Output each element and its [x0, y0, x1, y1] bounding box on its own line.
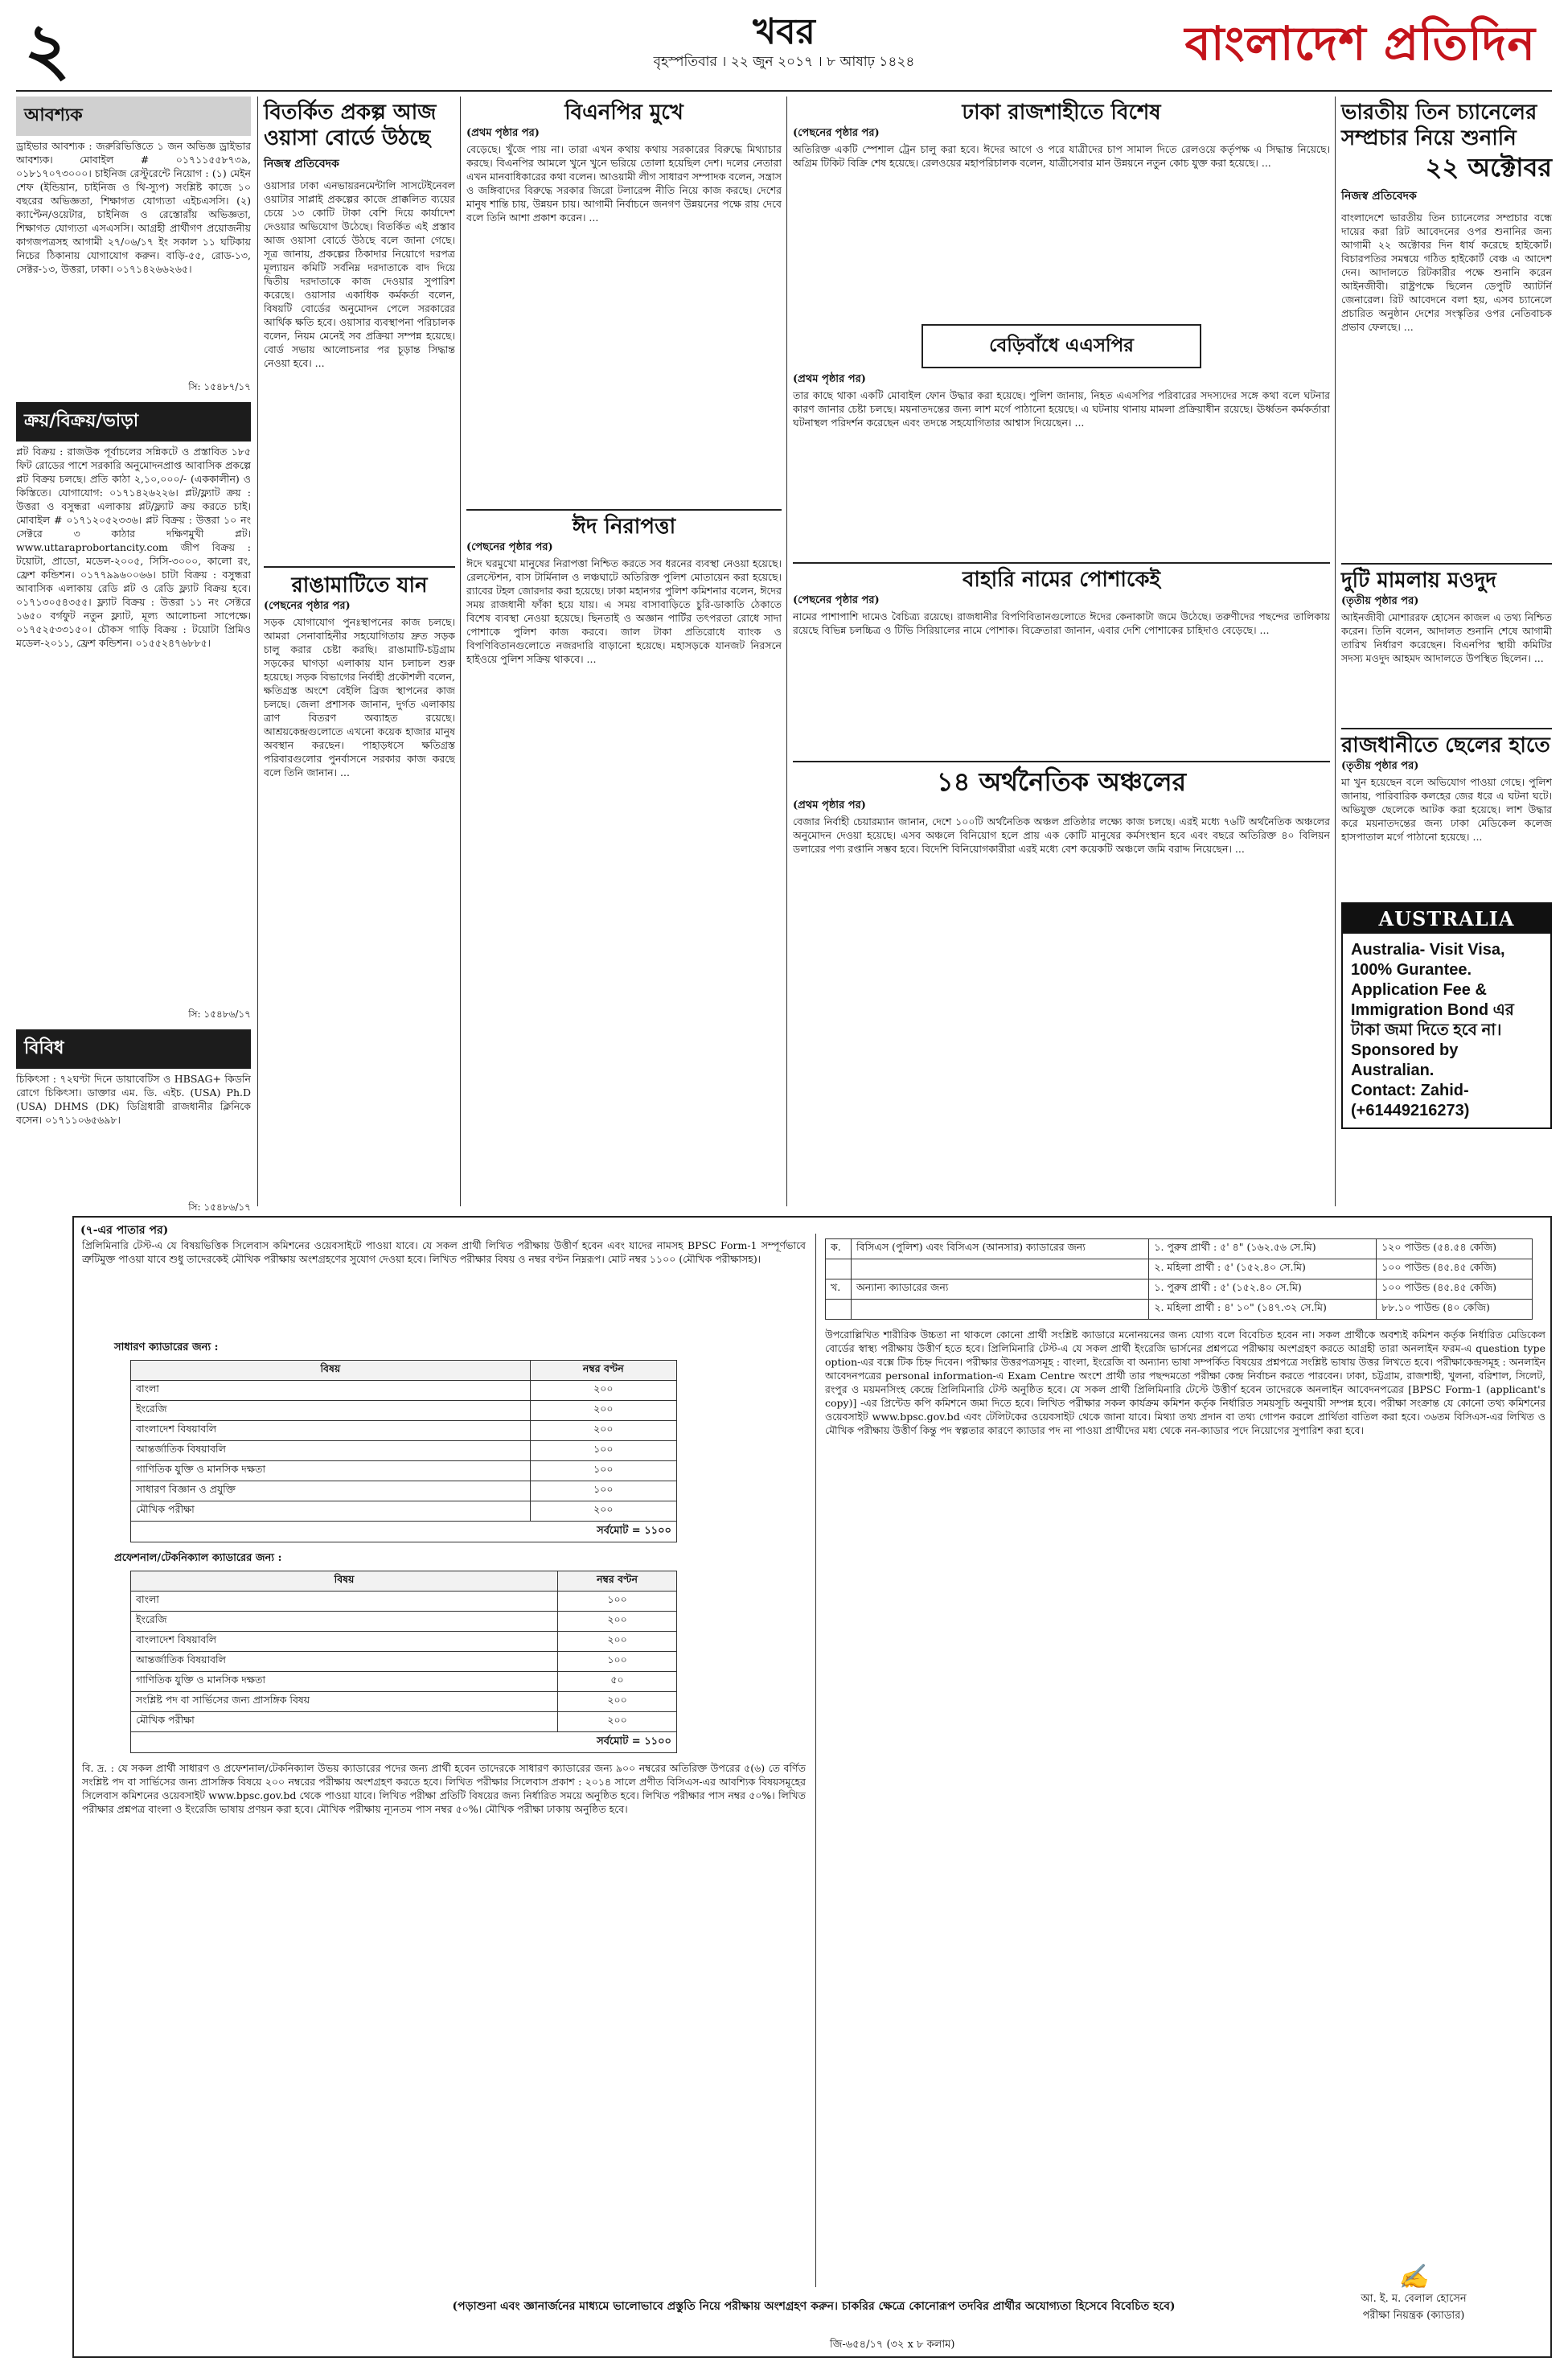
table-cell: বিসিএস (পুলিশ) এবং বিসিএস (আনসার) ক্যাডারের জন্য [851, 1239, 1148, 1259]
table-cell: ২০০ [530, 1501, 676, 1522]
article-body-bnp: বেড়েছে। খুঁজে পায় না। তারা এখন কথায় কথায় সরকারের বিরুদ্ধে মিথ্যাচার করছে। বিএনপির আমলে খুনে খুনে ভরিয়ে তোলা হয়েছিল দেশ। দলের নেতারা এখন মানবাধিকারের কথা বলেন। আওয়ামী লীগ সাধারণ সম্পাদক বলেন, সন্ত্রাস ও জঙ্গিবাদের বিরুদ্ধে সরকার জিরো টলারেন্স নীতি নিয়ে কাজ করছে। দেশের মানুষ শান্তি চায়, উন্নয়ন চায়। আগামী নির্বাচনে জনগণ উন্নয়নের পক্ষে রায় দেবে বলে তিনি আশা প্রকাশ করেন। ... [466, 143, 782, 224]
signature-name: আ. ই. ম. বেলাল হোসেন [1361, 2293, 1467, 2305]
table-cell: ২০০ [530, 1381, 676, 1401]
height-weight-table [825, 1238, 1533, 1320]
table-cell: ইংরেজি [131, 1401, 531, 1421]
table-row [826, 1259, 1533, 1279]
headline-rajdhani: রাজধানীতে ছেলের হাতে [1341, 728, 1552, 758]
ad-contact: Contact: Zahid-(+61449216273) [1351, 1082, 1470, 1119]
table-cell: ২. মহিলা প্রার্থী : ৫' (১৫২.৪০ সে.মি) [1149, 1259, 1377, 1279]
headline-highlight-date: ২২ অক্টোবর [1425, 152, 1552, 183]
table-row [131, 1632, 677, 1652]
ad-title: AUSTRALIA [1343, 904, 1550, 934]
table-cell: মৌখিক পরীক্ষা [131, 1712, 558, 1732]
table-header: বিষয় [131, 1571, 558, 1592]
table-cell: ২০০ [558, 1632, 677, 1652]
table-cell: বাংলাদেশ বিষয়াবলি [131, 1632, 558, 1652]
table-cell: ২. মহিলা প্রার্থী : ৪' ১০" (১৪৭.৩২ সে.মি) [1149, 1300, 1377, 1320]
table-total: সর্বমোট = ১১০০ [130, 1732, 677, 1753]
article-body-eid: ঈদে ঘরমুখো মানুষের নিরাপত্তা নিশ্চিত করতে সব ধরনের ব্যবস্থা নেওয়া হয়েছে। রেলস্টেশন, বাস টার্মিনাল ও লঞ্চঘাটে অতিরিক্ত পুলিশ মোতায়েন করা হয়েছে। র‍্যাবের টহল জোরদার করা হয়েছে। ঢাকা মহানগর পুলিশ কমিশনার বলেন, ঈদের সময় রাজধানী ফাঁকা হয়ে যায়। এ সময় বাসাবাড়িতে চুরি-ডাকাতি ঠেকাতে বিশেষ ব্যবস্থা নেওয়া হয়েছে। ছিনতাই ও অজ্ঞান পার্টির তৎপরতা রোধে সাদা পোশাকে পুলিশ কাজ করবে। জাল টাকা প্রতিরোধে ব্যাংক ও বিপণিবিতানগুলোতে নজরদারি বাড়ানো হয়েছে। মহাসড়কে যানজট নিরসনে হাইওয়ে পুলিশ সক্রিয় থাকবে। ... [466, 557, 782, 665]
table-cell [826, 1300, 852, 1320]
table-row [131, 1672, 677, 1692]
table-cell: আন্তর্জাতিক বিষয়াবলি [131, 1652, 558, 1672]
jump-line: (পেছনের পৃষ্ঠার পর) [793, 594, 880, 606]
headline-bahari: বাহারি নামের পোশাকেই [793, 562, 1330, 593]
table-row [131, 1381, 677, 1401]
column-rule [460, 97, 461, 1206]
table-total: সর্বমোট = ১১০০ [130, 1522, 677, 1542]
classified-text-aboshok: ড্রাইভার আবশ্যক : জরুরিভিত্তিতে ১ জন অভিজ্ঞ ড্রাইভার আবশ্যক। মোবাইল # ০১৭১১৫৫৮৭৩৯, ০১৮১৭০৭৩০০০। চাইনিজ রেস্টুরেন্টে নিয়োগ : (১) মেইন শেফ (ইন্ডিয়ান, চাইনিজ ও থি-স্যুপ) সংশ্লিষ্ট কাজে ১০ বছরের অভিজ্ঞতা, শিক্ষাগত যোগ্যতা এইচএসসি। (২) ক্যাপ্টেন/ওয়েটার, চাইনিজ ও রেস্তোরাঁয় অভিজ্ঞতা, শিক্ষাগত যোগ্যতা এসএসসি। আগ্রহী প্রার্থীগণ প্রয়োজনীয় কাগজপত্রসহ আগামী ২৭/০৬/১৭ ইং সকাল ১১ ঘটিকায় নিচের ঠিকানায় যোগাযোগ করুন। বাড়ি-৫৫, রোড-১৩, সেক্টর-১৩, উত্তরা, ঢাকা। ০১৭১৪২৬৬২৬৫। [16, 140, 251, 275]
header-rule [16, 90, 1552, 92]
classified-ref: সি: ১৫৪৮৬/১৭ [188, 1201, 251, 1213]
table-cell: বাংলা [131, 1381, 531, 1401]
jump-line: (তৃতীয় পৃষ্ঠার পর) [1341, 595, 1419, 607]
table-cell: মৌখিক পরীক্ষা [131, 1501, 531, 1522]
table-row [131, 1401, 677, 1421]
ad-line: Australia- Visit Visa, 100% Gurantee. [1351, 941, 1505, 979]
bpsc-left [82, 1238, 806, 2284]
table-row [131, 1712, 677, 1732]
article-body-mamla: আইনজীবী মোশাররফ হোসেন কাজল এ তথ্য নিশ্চিত করেন। তিনি বলেন, আদালত শুনানি শেষে আগামী তারিখ নির্ধারণ করেছেন। বিএনপির স্থায়ী কমিটির সদস্য মওদুদ আহমদ আদালতে উপস্থিত ছিলেন। ... [1341, 611, 1552, 664]
headline-economic: ১৪ অর্থনৈতিক অঞ্চলের [793, 761, 1330, 798]
article-body-wasa: ওয়াসার ঢাকা এনভায়রনমেন্টালি সাসটেইনেবল ওয়াটার সাপ্লাই প্রকল্পের কাজে প্রাক্কলিত ব্যয়ের চেয়ে ১৩ কোটি টাকা বেশি দিয়ে কার্যাদেশ দেওয়ার অভিযোগ উঠেছে। বিতর্কিত এই প্রস্তাব আজ ওয়াসা বোর্ডে উঠছে বলে জানা গেছে। সূত্র জানায়, প্রকল্পের ঠিকাদার নিয়োগে দরপত্র মূল্যায়ন কমিটি সর্বনিম্ন দরদাতাকে বাদ দিয়ে দ্বিতীয় দরদাতাকে কাজ দেওয়ার সুপারিশ করেছে। ওয়াসার একাধিক কর্মকর্তা বলেন, বিষয়টি বোর্ডের অনুমোদন পেলে সরকারের আর্থিক ক্ষতি হবে। ওয়াসার ব্যবস্থাপনা পরিচালক বলেন, নিয়ম মেনেই সব প্রক্রিয়া সম্পন্ন হয়েছে। বোর্ড সভায় আলোচনার পর চূড়ান্ত সিদ্ধান্ত নেওয়া হবে। ... [264, 179, 455, 369]
classified-ref: সি: ১৫৪৮৬/১৭ [188, 1008, 251, 1020]
classified-heading-kroy: ক্রয়/বিক্রয়/ভাড়া [16, 402, 251, 442]
table-row [131, 1461, 677, 1481]
table-row [131, 1612, 677, 1632]
signature-title: পরীক্ষা নিয়ন্ত্রক (ক্যাডার) [1362, 2310, 1465, 2322]
date-line: বৃহস্পতিবার । ২২ জুন ২০১৭ । ৮ আষাঢ় ১৪২৪ [653, 54, 915, 70]
table-cell: আন্তর্জাতিক বিষয়াবলি [131, 1441, 531, 1461]
table-row [131, 1441, 677, 1461]
table-header: বিষয় [131, 1361, 531, 1381]
table-cell: ১০০ [530, 1461, 676, 1481]
table-cell: অন্যান্য ক্যাডারের জন্য [851, 1279, 1148, 1300]
table-cell: ১০০ [558, 1592, 677, 1612]
table-row [826, 1300, 1533, 1320]
bpsc-notice [72, 1216, 1552, 2358]
ad-line: Application Fee & Immigration Bond এর টাকা জমা দিতে হবে না। [1351, 981, 1514, 1039]
column-3 [466, 100, 782, 1206]
table-cell: ৮৮.১০ পাউন্ড (৪০ কেজি) [1377, 1300, 1533, 1320]
table-cell: ২০০ [558, 1612, 677, 1632]
table-cell [851, 1300, 1148, 1320]
signature-block [1293, 2263, 1534, 2325]
classified-heading-aboshok: আবশ্যক [16, 97, 251, 136]
bpsc-continued: (৭-এর পাতার পর) [80, 1224, 169, 1237]
page-number: ২ [24, 6, 71, 90]
table-cell: ১২০ পাউন্ড (৫৪.৫৪ কেজি) [1377, 1239, 1533, 1259]
headline-eid: ঈদ নিরাপত্তা [466, 509, 782, 540]
table-cell: ১. পুরুষ প্রার্থী : ৫' ৪" (১৬২.৫৬ সে.মি) [1149, 1239, 1377, 1259]
notice-reference: জি-৬৫৪/১৭ (৩২ x ৮ কলাম) [830, 2339, 955, 2351]
column-rule [257, 97, 258, 1206]
column-5 [793, 100, 1330, 1206]
jump-line: (পেছনের পৃষ্ঠার পর) [793, 127, 880, 139]
table-row [131, 1421, 677, 1441]
table-title: সাধারণ ক্যাডারের জন্য : [114, 1341, 219, 1353]
byline-indian: নিজস্ব প্রতিবেদক [1341, 190, 1417, 203]
article-body-dhaka-rajshahi: অতিরিক্ত একটি স্পেশাল ট্রেন চালু করা হবে। ঈদের আগে ও পরে যাত্রীদের চাপ সামাল দিতে রেলওয়ে কর্তৃপক্ষ এ সিদ্ধান্ত নিয়েছে। অগ্রিম টিকিট বিক্রি শেষ হয়েছে। রেলওয়ের মহাপরিচালক বলেন, যাত্রীসেবার মান উন্নয়নে নতুন কোচ যুক্ত করা হয়েছে। ... [793, 143, 1330, 169]
table-cell: ১০০ [558, 1652, 677, 1672]
table-cell: ইংরেজি [131, 1612, 558, 1632]
classifieds-column [16, 97, 251, 1213]
table-row [131, 1692, 677, 1712]
table-cell: সংশ্লিষ্ট পদ বা সার্ভিসের জন্য প্রাসঙ্গিক বিষয় [131, 1692, 558, 1712]
table-header: নম্বর বণ্টন [558, 1571, 677, 1592]
bpsc-footer-note: (পড়াশুনা এবং জ্ঞানার্জনের মাধ্যমে ভালোভাবে প্রস্তুতি নিয়ে পরীক্ষায় অংশগ্রহণ করুন। চাকরির ক্ষেত্রে কোনোরূপ তদবির প্রার্থীর অযোগ্যতা হিসেবে বিবেচিত হবে) [452, 2300, 1176, 2313]
ad-body [1343, 934, 1550, 1127]
australia-ad [1341, 902, 1552, 1129]
byline-wasa: নিজস্ব প্রতিবেদক [264, 158, 339, 170]
article-body-rangamati: সড়ক যোগাযোগ পুনঃস্থাপনের কাজ চলছে। আমরা সেনাবাহিনীর সহযোগিতায় দ্রুত সড়ক চালু করার চেষ্টা করছি। রাঙামাটি-চট্টগ্রাম সড়কের ঘাগড়া এলাকায় যান চলাচল শুরু হয়েছে। সড়ক বিভাগের নির্বাহী প্রকৌশলী বলেন, ক্ষতিগ্রস্ত অংশে বেইলি ব্রিজ স্থাপনের কাজ চলছে। জেলা প্রশাসক জানান, দুর্গত এলাকায় ত্রাণ বিতরণ অব্যাহত রয়েছে। আশ্রয়কেন্দ্রগুলোতে এখনো কয়েক হাজার মানুষ অবস্থান করছেন। পাহাড়ধসে ক্ষতিগ্রস্ত পরিবারগুলোর পুনর্বাসনে সরকার কাজ করছে বলে তিনি জানান। ... [264, 616, 455, 778]
headline-dhaka-rajshahi: ঢাকা রাজশাহীতে বিশেষ [962, 101, 1161, 125]
column-2 [264, 100, 455, 1206]
classified-ref: সি: ১৫৪৮৭/১৭ [188, 381, 251, 392]
table-title: প্রফেশনাল/টেকনিক্যাল ক্যাডারের জন্য : [114, 1552, 282, 1564]
headline-bnp: বিএনপির মুখে [564, 101, 683, 125]
table-row [826, 1239, 1533, 1259]
table-cell: ১০০ পাউন্ড (৪৫.৪৫ কেজি) [1377, 1279, 1533, 1300]
headline-bethiye: বেড়িবাঁধে এএসপির [922, 324, 1201, 368]
classified-text-kroy: প্লট বিক্রয় : রাজউক পূর্বাচলের সন্নিকটে ও প্রস্তাবিত ১৮৫ ফিট রোডের পাশে সরকারি অনুমোদনপ্রাপ্ত আবাসিক প্রকল্পে প্লট বিক্রয় চলছে। প্রতি কাঠা ২,১০,০০০/- (এককালীন) ও কিস্তিতে। যোগাযোগ: ০১৭১৪২৬২২৬। প্লট/ফ্ল্যাট ক্রয় : উত্তরা ও বসুন্ধরা এলাকায় প্লট/ফ্ল্যাট ক্রয় করতে চাই। মোবাইল # ০১৭১২০৫২৩৩৬। প্লট বিক্রয় : উত্তরা ১০ নং সেক্টরে ৩ কাঠার দক্ষিণমুখী প্লট। www.uttaraprobortancity.com জীপ বিক্রয় : টয়োটা, প্রাডো, মডেল-২০০৫, সিসি-৩০০০, কালো রং, ফ্রেশ কন্ডিশন। ০১৭৭৯৯৬০০৬৬। চাটা বিক্রয় : বসুন্ধরা আবাসিক এলাকায় রেডি প্লট ও রেডি ফ্ল্যাট বিক্রয় হবে। ০১৭১৩০৫৪৩৫৫। ফ্ল্যাট বিক্রয় : উত্তরা ১১ নং সেক্টরে ১৬৫০ বর্গফুট নতুন ফ্ল্যাট, মূল্য আলোচনা সাপেক্ষে। ০১৭৫২৫৩৩১৫০। চৌকস গাড়ি বিক্রয় : টয়োটা প্রিমিও মডেল-২০১১, ফ্রেশ কন্ডিশন। ০১৫৫২৪৭৬৮৮৫। [16, 446, 251, 649]
bpsc-rules-text: বি. দ্র. : যে সকল প্রার্থী সাধারণ ও প্রফেশনাল/টেকনিক্যাল উভয় ক্যাডারের পদের জন্য প্রার্থী হবেন তাদেরকে সাধারণ ক্যাডারের জন্য ৯০০ নম্বরের অতিরিক্ত উপরের ৫(৬) তে বর্ণিত সংশ্লিষ্ট পদ বা সার্ভিসের জন্য প্রাসঙ্গিক বিষয়ে ২০০ নম্বরের পরীক্ষায় অংশগ্রহণ করতে হবে। লিখিত পরীক্ষার সিলেবাস প্রকাশ : ২০১৪ সালে প্রণীত বিসিএস-এর আবশ্যিক বিষয়সমূহের সিলেবাস কমিশনের ওয়েবসাইট www.bpsc.gov.bd থেকে পাওয়া যাবে। লিখিত পরীক্ষা প্রতিটি বিষয়ের জন্য নির্ধারিত সময়ে অনুষ্ঠিত হবে। লিখিত পরীক্ষার পাস নম্বর ৫০%। লিখিত পরীক্ষার প্রশ্নপত্র বাংলা ও ইংরেজি ভাষায় প্রণয়ন করা হবে। মৌখিক পরীক্ষায় ন্যূনতম পাস নম্বর ৫০%। মৌখিক পরীক্ষা ঢাকায় অনুষ্ঠিত হবে। [82, 1762, 806, 1815]
classified-heading-bibidh: বিবিধ [16, 1029, 251, 1069]
table-cell [826, 1259, 852, 1279]
table-cell: ২০০ [558, 1692, 677, 1712]
table-row [131, 1501, 677, 1522]
article-body-economic: বেজার নির্বাহী চেয়ারম্যান জানান, দেশে ১০০টি অর্থনৈতিক অঞ্চল প্রতিষ্ঠার লক্ষ্যে কাজ চলছে। এরই মধ্যে ৭৬টি অর্থনৈতিক অঞ্চলের অনুমোদন দেওয়া হয়েছে। এসব অঞ্চলে বিনিয়োগ হলে প্রায় এক কোটি মানুষের কর্মসংস্থান হবে এবং বছরে অতিরিক্ত ৪০ বিলিয়ন ডলারের পণ্য রপ্তানি সম্ভব হবে। বিদেশি বিনিয়োগকারীরা এরই মধ্যে বেশ কয়েকটি অঞ্চলে জমি বরাদ্দ নিয়েছেন। ... [793, 815, 1330, 855]
headline-wasa: বিতর্কিত প্রকল্প আজ ওয়াসা বোর্ডে উঠছে [264, 101, 437, 150]
jump-line: (পেছনের পৃষ্ঠার পর) [264, 600, 351, 612]
article-body-bethiye: তার কাছে থাকা একটি মোবাইল ফোন উদ্ধার করা হয়েছে। পুলিশ জানায়, নিহত এএসপির পরিবারের সদস্যদের সঙ্গে কথা বলে ঘটনার কারণ জানার চেষ্টা চলছে। ময়নাতদন্তের জন্য লাশ মর্গে পাঠানো হয়েছে। এ ঘটনায় থানায় মামলা প্রক্রিয়াধীন রয়েছে। ঊর্ধ্বতন কর্মকর্তারা ঘটনাস্থল পরিদর্শন করেছেন এবং তদন্তে সহযোগিতার আশ্বাস দিয়েছেন। ... [793, 389, 1330, 429]
section-name: খবর [753, 11, 815, 52]
column-rule [815, 1234, 816, 2287]
table-cell: ক. [826, 1239, 852, 1259]
ad-line: Sponsored by Australian. [1351, 1041, 1459, 1079]
article-body-rajdhani: মা খুন হয়েছেন বলে অভিযোগ পাওয়া গেছে। পুলিশ জানায়, পারিবারিক কলহের জের ধরে এ ঘটনা ঘটে। অভিযুক্ত ছেলেকে আটক করা হয়েছে। লাশ উদ্ধার করে ময়নাতদন্তের জন্য ঢাকা মেডিকেল কলেজ হাসপাতাল মর্গে পাঠানো হয়েছে। ... [1341, 776, 1552, 843]
bpsc-intro-text: প্রিলিমিনারি টেস্ট-এ যে বিষয়ভিত্তিক সিলেবাস কমিশনের ওয়েবসাইটে পাওয়া যাবে। যে সকল প্রার্থী লিখিত পরীক্ষায় উত্তীর্ণ হবেন এবং যাদের নামসহ BPSC Form-1 সম্পূর্ণভাবে ত্রুটিমুক্ত পাওয়া যাবে শুধু তাদেরকেই মৌখিক পরীক্ষায় অংশগ্রহণের সুযোগ দেওয়া হবে। লিখিত পরীক্ষার বিষয় ও নম্বর বণ্টন নিম্নরূপ। মোট নম্বর ১১০০ (মৌখিক পরীক্ষাসহ)। [82, 1239, 806, 1265]
signature: ✍ [1398, 2263, 1429, 2291]
headline-rangamati: রাঙামাটিতে যান [264, 566, 455, 598]
jump-line: (পেছনের পৃষ্ঠার পর) [466, 541, 553, 553]
bpsc-right-text: উপরোল্লিখিত শারীরিক উচ্চতা না থাকলে কোনো প্রার্থী সংশ্লিষ্ট ক্যাডারে মনোনয়নের জন্য যোগ্য বলে বিবেচিত হবেন না। সকল প্রার্থীকে অবশ্যই কমিশন কর্তৃক নির্ধারিত মেডিকেল বোর্ডের স্বাস্থ্য পরীক্ষায় উত্তীর্ণ হতে হবে। প্রিলিমিনারি টেস্ট-এ যে সকল প্রার্থী ইংরেজি ভার্সনের প্রশ্নপত্রে পরীক্ষায় অংশগ্রহণ করতে আগ্রহী তারা অনলাইন ফরম-এ question type option-এর বক্সে টিক চিহ্ন দিবেন। পরীক্ষার উত্তরপত্রসমূহ : বাংলা, ইংরেজি বা অন্যান্য ভাষা সম্পর্কিত বিষয়ের প্রশ্নপত্রে সংশ্লিষ্ট ভাষায় উত্তর লিখতে হবে। পরীক্ষাকেন্দ্রসমূহ : অনলাইন আবেদনপত্রের personal information-এ Exam Centre অংশে প্রার্থী তার পছন্দমতো পরীক্ষা কেন্দ্র নির্বাচন করতে পারবেন। ঢাকা, চট্টগ্রাম, রাজশাহী, খুলনা, বরিশাল, সিলেট, রংপুর ও ময়মনসিংহ কেন্দ্রে প্রিলিমিনারি টেস্ট অনুষ্ঠিত হবে। যে সকল প্রার্থী প্রিলিমিনারি টেস্টে উত্তীর্ণ হবেন তাদেরকে অনলাইন আবেদনপত্রের [BPSC Form-1 (applicant's copy)] -এর প্রিন্টেড কপি কমিশনে জমা দিতে হবে। লিখিত পরীক্ষার সকল কার্যক্রম কমিশন কর্তৃক নির্ধারিত সময়সূচি অনুযায়ী সম্পন্ন হবে। পরীক্ষা সংক্রান্ত যে কোনো তথ্য কমিশনের ওয়েবসাইট www.bpsc.gov.bd এবং টেলিটকের ওয়েবসাইট থেকে জানা যাবে। মিথ্যা তথ্য প্রদান বা তথ্য গোপন করলে প্রার্থিতা বাতিল করা হবে। ৩৬তম বিসিএস-এর লিখিত ও মৌখিক পরীক্ষায় উত্তীর্ণ কিন্তু পদ স্বল্পতার কারণে ক্যাডার পদ না পাওয়া প্রার্থীদের মধ্য থেকে নন-ক্যাডার পদে নিয়োগের সুপারিশ করা হবে। [825, 1329, 1545, 1436]
table-cell: গাণিতিক যুক্তি ও মানসিক দক্ষতা [131, 1672, 558, 1692]
column-rule [786, 97, 787, 1206]
column-7 [1341, 100, 1552, 1206]
column-rule [1335, 97, 1336, 1206]
jump-line: (প্রথম পৃষ্ঠার পর) [466, 127, 540, 139]
table-cell: ১০০ [530, 1441, 676, 1461]
table-cell: বাংলাদেশ বিষয়াবলি [131, 1421, 531, 1441]
table-cell [851, 1259, 1148, 1279]
subjects-table-general [130, 1360, 677, 1522]
table-cell: ১. পুরুষ প্রার্থী : ৫' (১৫২.৪০ সে.মি) [1149, 1279, 1377, 1300]
table-cell: সাধারণ বিজ্ঞান ও প্রযুক্তি [131, 1481, 531, 1501]
table-cell: ২০০ [530, 1421, 676, 1441]
bpsc-right [825, 1238, 1545, 2284]
jump-line: (তৃতীয় পৃষ্ঠার পর) [1341, 760, 1419, 772]
table-row [131, 1481, 677, 1501]
table-row [131, 1652, 677, 1672]
table-cell: ২০০ [558, 1712, 677, 1732]
table-cell: খ. [826, 1279, 852, 1300]
table-cell: ১০০ [530, 1481, 676, 1501]
table-header: নম্বর বণ্টন [530, 1361, 676, 1381]
table-cell: ৫০ [558, 1672, 677, 1692]
article-body-indian: বাংলাদেশে ভারতীয় তিন চ্যানেলের সম্প্রচার বন্ধে দায়ের করা রিট আবেদনের ওপর শুনানির জন্য আগামী ২২ অক্টোবর দিন ধার্য করেছে হাইকোর্ট। বিচারপতির সমন্বয়ে গঠিত হাইকোর্ট বেঞ্চ এ আদেশ দেন। আদালতে রিটকারীর পক্ষে শুনানি করেন আইনজীবী। রাষ্ট্রপক্ষে ছিলেন ডেপুটি অ্যাটর্নি জেনারেল। রিট আবেদনে বলা হয়, এসব চ্যানেলে প্রচারিত অনুষ্ঠান দেশের সংস্কৃতির ওপর নেতিবাচক প্রভাব ফেলছে। ... [1341, 212, 1552, 333]
jump-line: (প্রথম পৃষ্ঠার পর) [793, 799, 866, 811]
table-cell: ১০০ পাউন্ড (৪৫.৪৫ কেজি) [1377, 1259, 1533, 1279]
headline-mamla: দুটি মামলায় মওদুদ [1341, 563, 1552, 594]
table-row [131, 1592, 677, 1612]
classified-text-bibidh: চিকিৎসা : ৭২ঘণ্টা দিনে ডায়াবেটিস ও HBSAG+ কিডনি রোগে চিকিৎসা। ডাক্তার এম. ডি. এইচ. (USA) Ph.D (USA) DHMS (DK) ডিগ্রিধারী রাজধানীর ক্লিনিকে বসেন। ০১৭১১০৬৫৬৯৮। [16, 1073, 251, 1126]
table-cell: ২০০ [530, 1401, 676, 1421]
masthead-logo: বাংলাদেশ প্রতিদিন [1184, 16, 1536, 71]
article-body-bahari: নামের পাশাপাশি দামেও বৈচিত্র্য রয়েছে। রাজধানীর বিপণিবিতানগুলোতে ঈদের কেনাকাটা জমে উঠেছে। তরুণীদের পছন্দের তালিকায় রয়েছে বিভিন্ন চলচ্চিত্র ও টিভি সিরিয়ালের নামে পোশাক। বিক্রেতারা জানান, এবার দেশি পোশাকের চাহিদাও বেড়েছে। ... [793, 610, 1330, 636]
table-cell: গাণিতিক যুক্তি ও মানসিক দক্ষতা [131, 1461, 531, 1481]
table-cell: বাংলা [131, 1592, 558, 1612]
headline-indian-channels: ভারতীয় তিন চ্যানেলের সম্প্রচার নিয়ে শুনানি [1341, 101, 1537, 150]
table-row [826, 1279, 1533, 1300]
subjects-table-technical [130, 1571, 677, 1732]
jump-line: (প্রথম পৃষ্ঠার পর) [793, 373, 866, 385]
